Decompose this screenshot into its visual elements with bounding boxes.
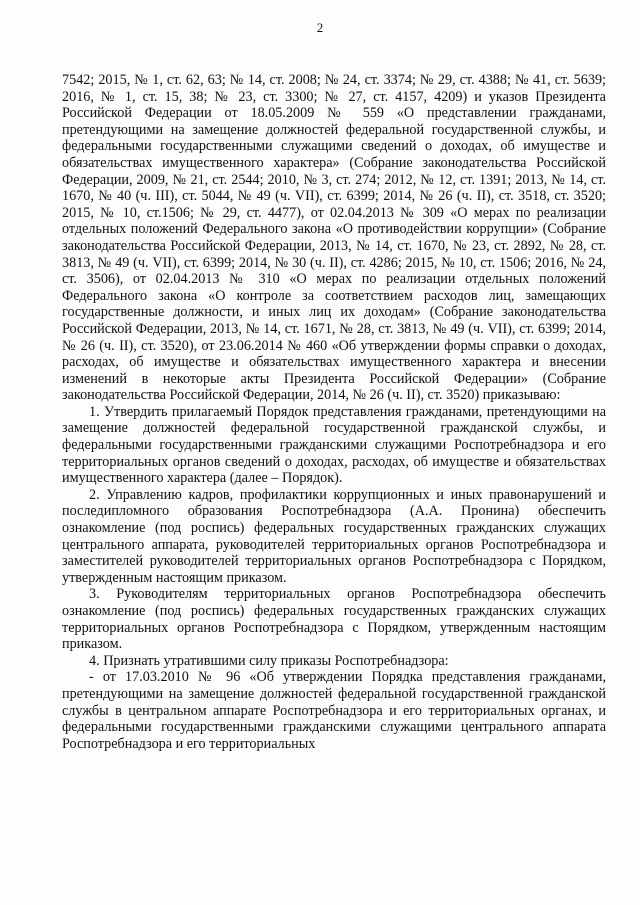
page-number: 2 bbox=[316, 20, 324, 35]
paragraph-item-2: 2. Управлению кадров, профилактики коррупционных и иных правонарушений и последипломного образования Роспотребнадзора (А.А. Пронина) обеспечить ознакомление (под роспись) федеральных государственных гражданских служащих центрального аппарата, руководителей территориальных органов Роспотребнадзора и заместителей руководителей территориальных органов Роспотребнадзора с Порядком, утвержденным настоящим приказом. bbox=[62, 486, 606, 586]
paragraph-item-4-sub: - от 17.03.2010 № 96 «Об утверждении Порядка представления гражданами, претендующими на замещение должностей федеральной государственной гражданской службы в центральном аппарате Роспотребнадзора и его территориальных органах, и федеральными государственными гражданскими служащими центрального аппарата Роспотребнадзора и его территориальных bbox=[62, 669, 606, 752]
paragraph-item-4: 4. Признать утратившими силу приказы Роспотребнадзора: bbox=[89, 652, 449, 669]
paragraph-item-3: 3. Руководителям территориальных органов Роспотребнадзора обеспечить ознакомление (под роспись) федеральных государственных гражданских служащих территориальных органов Роспотребнадзора с Порядком, утвержденным настоящим приказом. bbox=[62, 586, 606, 653]
document-body bbox=[62, 72, 606, 752]
paragraph-item-1: 1. Утвердить прилагаемый Порядок представления гражданами, претендующими на замещение должностей федеральной государственной гражданской службы, и федеральными государственными гражданскими служащими Роспотребнадзора и его территориальных органов сведений о доходах, расходах, об имуществе и обязательствах имущественного характера (далее – Порядок). bbox=[62, 403, 606, 487]
paragraph-legal-basis: 7542; 2015, № 1, ст. 62, 63; № 14, ст. 2008; № 24, ст. 3374; № 29, ст. 4388; № 41, ст. 5639; 2016, № 1, ст. 15, 38; № 23, ст. 3300; № 27, ст. 4157, 4209) и указов Президента Российской Федерации от 18.05.2009 № 559 «О представлении гражданами, претендующими на замещение должностей федеральной государственной службы, и федеральными государственными служащими сведений о доходах, об имуществе и обязательствах имущественного характера» (Собрание законодательства Российской Федерации, 2009, № 21, ст. 2544; 2010, № 3, ст. 274; 2012, № 12, ст. 1391; 2013, № 14, ст. 1670, № 40 (ч. III), ст. 5044, № 49 (ч. VII), ст. 6399; 2014, № 26 (ч. II), ст. 3518, ст. 3520; 2015, № 10, ст.1506; № 29, ст. 4477), от 02.04.2013 № 309 «О мерах по реализации отдельных положений Федерального закона «О противодействии коррупции» (Собрание законодательства Российской Федерации, 2013, № 14, ст. 1670, № 23, ст. 2892, № 28, ст. 3813, № 49 (ч. VII), ст. 6399; 2014, № 30 (ч. II), ст. 4286; 2015, № 10, ст. 1506; 2016, № 24, ст. 3506), от 02.04.2013 № 310 «О мерах по реализации отдельных положений Федерального закона «О контроле за соответствием расходов лиц, замещающих государственные должности, и иных лиц их доходам» (Собрание законодательства Российской Федерации, 2013, № 14, ст. 1671, № 28, ст. 3813, № 49 (ч. VII), ст. 6399; 2014, № 26 (ч. II), ст. 3520), от 23.06.2014 № 460 «Об утверждении формы справки о доходах, расходах, об имуществе и обязательствах имущественного характера и внесении изменений в некоторые акты Президента Российской Федерации» (Собрание законодательства Российской Федерации, 2014, № 26 (ч. II), ст. 3520) приказываю: bbox=[62, 72, 606, 404]
